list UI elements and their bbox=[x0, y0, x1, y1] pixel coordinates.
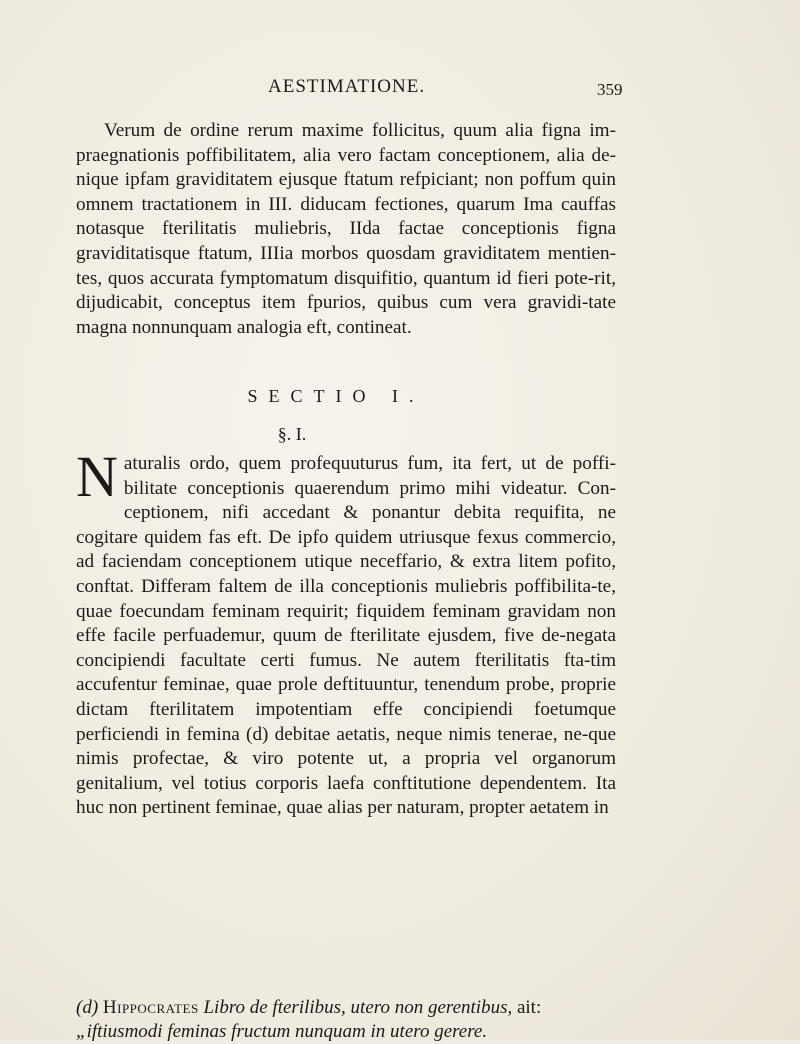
footnote-verb: ait: bbox=[516, 997, 542, 1018]
paragraph-section-1-text: aturalis ordo, quem profequuturus fum, ita fert, ut de poffi-bilitate conceptionis quaerendum primo mihi videatur. Con-ceptionem, nifi accedant & ponantur debita requifita, ne cogitare quidem fas eft. De ipfo quidem utriusque fexus commercio, ad faciendam conceptionem utique neceffario, & extra litem pofito, conftat. Differam faltem de illa conceptionis muliebris poffibilita-te, quae foecundam feminam requirit; fiquidem feminam gravidam non effe facile perfuademur, quum de fterilitate ejusdem, five de-negata concipiendi facultate certi fumus. Ne autem fterilitatis fta-tim accufentur feminae, quae prole deftituuntur, tenendum probe, proprie dictam fterilitatem impotentiam effe concipiendi foetumque perficiendi in femina (d) debitae aetatis, neque nimis tenerae, ne-que nimis profectae, & viro potente ut, a propria vel organorum genitalium, vel totius corporis laefa conftitutione dependentem. Ita huc non pertinent feminae, quae alias per naturam, propter aetatem in bbox=[76, 453, 616, 819]
footnote-quote: „iftiusmodi feminas fructum nunquam in utero gerere. bbox=[76, 1021, 488, 1042]
drop-cap: N bbox=[76, 444, 118, 509]
page-number: 359 bbox=[597, 80, 623, 99]
paragraph-section-1 bbox=[76, 444, 616, 821]
footnote-work: Libro de fterilibus, utero non gerentibus, bbox=[203, 997, 513, 1018]
footnote bbox=[76, 996, 636, 1044]
paragraph-mark: §. I. bbox=[277, 424, 307, 444]
paragraph-intro: Verum de ordine rerum maxime follicitus, quum alia figna im-praegnationis poffibilitatem, alia vero factam conceptionem, alia de-nique ipfam graviditatem ejusque ftatum refpiciant; non poffum quin omnem tractationem in III. diducam fectiones, quarum Ima cauffas notasque fterilitatis muliebris, IIda factae conceptionis figna graviditatisque ftatum, IIIia morbos quosdam graviditatem mentien-tes, quos accurata fymptomatum disquifitio, quantum id fieri pote-rit, dijudicabit, conceptus item fpurios, quibus cum vera gravidi-tate magna nonnunquam analogia eft, contineat. bbox=[76, 120, 616, 338]
footnote-ref: (d) bbox=[76, 997, 99, 1018]
running-head bbox=[0, 70, 800, 110]
running-head-title: AESTIMATIONE. bbox=[268, 76, 426, 97]
footnote-author: Hippocrates bbox=[102, 997, 199, 1018]
section-heading: SECTIO I. bbox=[247, 386, 425, 406]
